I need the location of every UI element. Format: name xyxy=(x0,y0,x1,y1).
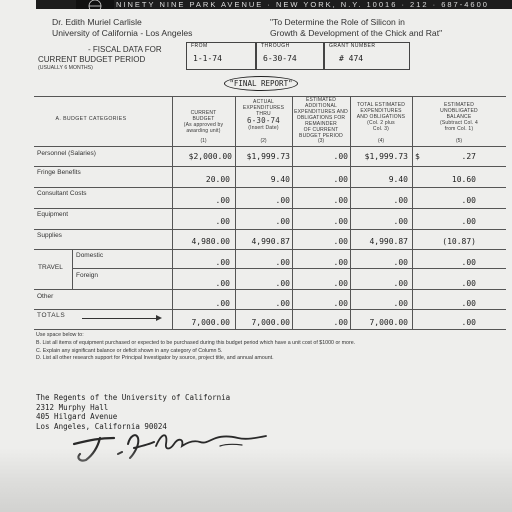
header-line: THRU xyxy=(256,111,271,117)
project-title-line-2: Growth & Development of the Chick and Rat" xyxy=(270,28,443,38)
project-title-line-1: "To Determine the Role of Silicon in xyxy=(270,17,405,27)
other-total-estimated: .00 xyxy=(393,299,408,308)
table-rule-header xyxy=(34,146,506,147)
column-number: (2) xyxy=(260,138,267,144)
domestic-actual: .00 xyxy=(275,258,290,267)
notes-heading: Use space below to: xyxy=(36,332,84,338)
header-line: OBLIGATIONS FOR xyxy=(296,115,346,121)
table-rule xyxy=(34,229,506,230)
foreign-current-budget: .00 xyxy=(215,279,230,288)
fiscal-label-line-1: - FISCAL DATA FOR xyxy=(88,45,162,54)
row-label-supplies: Supplies xyxy=(37,232,62,239)
address-line-3: 405 Hilgard Avenue xyxy=(36,412,118,421)
column-number: (5) xyxy=(455,138,463,144)
domestic-current-budget: .00 xyxy=(215,258,230,267)
column-number: (3) xyxy=(317,138,325,144)
other-current-budget: .00 xyxy=(215,299,230,308)
header-line: AND OBLIGATIONS xyxy=(356,114,406,120)
from-caption: FROM xyxy=(191,43,208,49)
personnel-balance: .27 xyxy=(461,152,476,161)
totals-total-estimated: 7,000.00 xyxy=(369,318,408,327)
header-line: BALANCE xyxy=(446,114,472,120)
foreign-estimated-additional: .00 xyxy=(333,279,348,288)
row-label-travel: TRAVEL xyxy=(38,264,63,271)
fringe-actual: 9.40 xyxy=(270,175,290,184)
consultant-actual: .00 xyxy=(275,196,290,205)
fringe-total-estimated: 9.40 xyxy=(388,175,408,184)
letterhead-address: NINETY NINE PARK AVENUE · NEW YORK, N.Y. 10016 · 212 · 687-4600 xyxy=(116,0,489,9)
table-rule-bottom xyxy=(34,329,506,330)
header-line: OF CURRENT xyxy=(303,127,339,133)
equipment-balance: .00 xyxy=(461,217,476,226)
header-line: REMAINDER xyxy=(305,121,337,127)
through-caption: THROUGH xyxy=(261,43,290,49)
fiscal-label-line-2: CURRENT BUDGET PERIOD xyxy=(38,55,146,64)
unobligated-balance-header xyxy=(412,102,506,132)
fiscal-data-label xyxy=(38,45,162,71)
supplies-estimated-additional: .00 xyxy=(333,237,348,246)
totals-current-budget: 7,000.00 xyxy=(191,318,230,327)
header-line: (Insert Date) xyxy=(248,125,279,131)
personnel-current-budget: $2,000.00 xyxy=(188,152,232,161)
table-rule xyxy=(34,187,506,188)
letterhead-strip xyxy=(36,0,512,9)
consultant-estimated-additional: .00 xyxy=(333,196,348,205)
header-line: CURRENT xyxy=(190,110,217,116)
fringe-balance: 10.60 xyxy=(451,175,476,184)
header-line: ACTUAL xyxy=(253,99,274,105)
header-line: UNOBLIGATED xyxy=(440,108,478,114)
table-rule xyxy=(34,309,506,310)
consultant-balance: .00 xyxy=(461,196,476,205)
header-line: EXPENDITURES AND xyxy=(294,109,348,115)
row-label-personnel: Personnel (Salaries) xyxy=(37,150,96,157)
row-label-other: Other xyxy=(37,293,54,300)
from-date-value: 1-1-74 xyxy=(193,54,222,63)
fiscal-label-line-3: (USUALLY 6 MONTHS) xyxy=(38,65,93,71)
header-line: (As approved by xyxy=(183,122,224,128)
total-estimated-header xyxy=(350,102,412,132)
totals-actual: 7,000.00 xyxy=(251,318,290,327)
table-rule xyxy=(34,208,506,209)
personnel-actual: $1,999.73 xyxy=(246,152,290,161)
header-line: ADDITIONAL xyxy=(304,103,337,109)
current-budget-header xyxy=(172,110,235,134)
foundation-logo-icon xyxy=(76,0,114,9)
equipment-total-estimated: .00 xyxy=(393,217,408,226)
totals-balance: .00 xyxy=(461,318,476,327)
address-line-4: Los Angeles, California 90024 xyxy=(36,421,167,431)
header-line: EXPENDITURES xyxy=(360,108,402,114)
travel-divider xyxy=(72,249,73,289)
project-title-block xyxy=(270,17,442,39)
other-actual: .00 xyxy=(275,299,290,308)
personnel-total-estimated: $1,999.73 xyxy=(364,152,408,161)
through-date-value: 6-30-74 xyxy=(263,54,297,63)
supplies-actual: 4,990.87 xyxy=(251,237,290,246)
row-label-fringe: Fringe Benefits xyxy=(37,169,81,176)
column-number: (1) xyxy=(200,138,207,144)
header-line: EXPENDITURES xyxy=(242,105,285,111)
foreign-actual: .00 xyxy=(275,279,290,288)
investigator-name: Dr. Edith Muriel Carlisle xyxy=(52,17,142,27)
header-line: ESTIMATED xyxy=(443,102,475,108)
estimated-additional-header xyxy=(292,97,350,139)
table-rule-top xyxy=(34,96,506,97)
table-rule-travel xyxy=(72,268,506,269)
row-label-totals: TOTALS xyxy=(37,312,66,319)
header-line: ESTIMATED xyxy=(305,97,337,103)
header-line: from Col. 1) xyxy=(444,126,474,132)
header-line: (Subtract Col. 4 xyxy=(440,120,478,126)
fringe-estimated-additional: .00 xyxy=(333,175,348,184)
personnel-estimated-additional: .00 xyxy=(333,152,348,161)
other-estimated-additional: .00 xyxy=(333,299,348,308)
header-line: Col. 3) xyxy=(372,126,390,132)
actual-expenditures-header xyxy=(235,99,292,131)
fringe-current-budget: 20.00 xyxy=(205,175,230,184)
domestic-total-estimated: .00 xyxy=(393,258,408,267)
header-line: (Col. 2 plus xyxy=(367,120,395,126)
foreign-balance: .00 xyxy=(461,279,476,288)
supplies-total-estimated: 4,990.87 xyxy=(369,237,408,246)
address-line-1: The Regents of the University of California xyxy=(36,393,231,402)
supplies-current-budget: 4,980.00 xyxy=(191,237,230,246)
header-line: BUDGET xyxy=(192,116,215,122)
totals-arrow-icon xyxy=(82,318,160,319)
header-thru-date: 6-30-74 xyxy=(246,116,280,125)
header-line: BUDGET PERIOD xyxy=(299,133,343,139)
note-d: D. List all other research support for Principal Investigator by source, project title, and annual amount. xyxy=(36,355,274,362)
equipment-actual: .00 xyxy=(275,217,290,226)
row-label-foreign: Foreign xyxy=(76,272,99,279)
table-rule xyxy=(34,166,506,167)
grant-number-box xyxy=(324,42,410,70)
investigator-block xyxy=(52,17,192,39)
equipment-current-budget: .00 xyxy=(215,217,230,226)
note-c: C. Explain any significant balance or deficit shown in any category of Column 5. xyxy=(36,347,223,354)
other-balance: .00 xyxy=(461,299,476,308)
consultant-current-budget: .00 xyxy=(215,196,230,205)
instructions-notes xyxy=(36,332,355,363)
page-shadow xyxy=(0,448,512,512)
header-line: TOTAL ESTIMATED xyxy=(356,102,406,108)
personnel-balance-currency: $ xyxy=(415,152,420,161)
table-rule xyxy=(34,289,506,290)
column-number: (4) xyxy=(377,138,385,144)
note-b: B. List all items of equipment purchased or expected to be purchased during this budget period which have a unit cost of $1000 or more. xyxy=(36,339,356,346)
address-line-2: 2312 Murphy Hall xyxy=(36,402,109,412)
header-line: awarding unit) xyxy=(186,128,221,134)
totals-estimated-additional: .00 xyxy=(333,318,348,327)
institution-name: University of California - Los Angeles xyxy=(52,28,193,38)
row-label-equipment: Equipment xyxy=(37,211,69,218)
final-report-stamp: "FINAL REPORT" xyxy=(224,76,298,91)
grant-number-value: # 474 xyxy=(339,54,364,63)
from-date-box xyxy=(186,42,256,70)
consultant-total-estimated: .00 xyxy=(393,196,408,205)
grant-caption: GRANT NUMBER xyxy=(329,43,376,49)
equipment-estimated-additional: .00 xyxy=(333,217,348,226)
row-label-domestic: Domestic xyxy=(76,252,104,259)
supplies-balance: (10.87) xyxy=(442,237,476,246)
foreign-total-estimated: .00 xyxy=(393,279,408,288)
budget-categories-header: A. BUDGET CATEGORIES xyxy=(55,116,127,122)
domestic-estimated-additional: .00 xyxy=(333,258,348,267)
row-label-consultant: Consultant Costs xyxy=(37,190,87,197)
domestic-balance: .00 xyxy=(461,258,476,267)
table-rule xyxy=(34,249,506,250)
through-date-box xyxy=(256,42,324,70)
